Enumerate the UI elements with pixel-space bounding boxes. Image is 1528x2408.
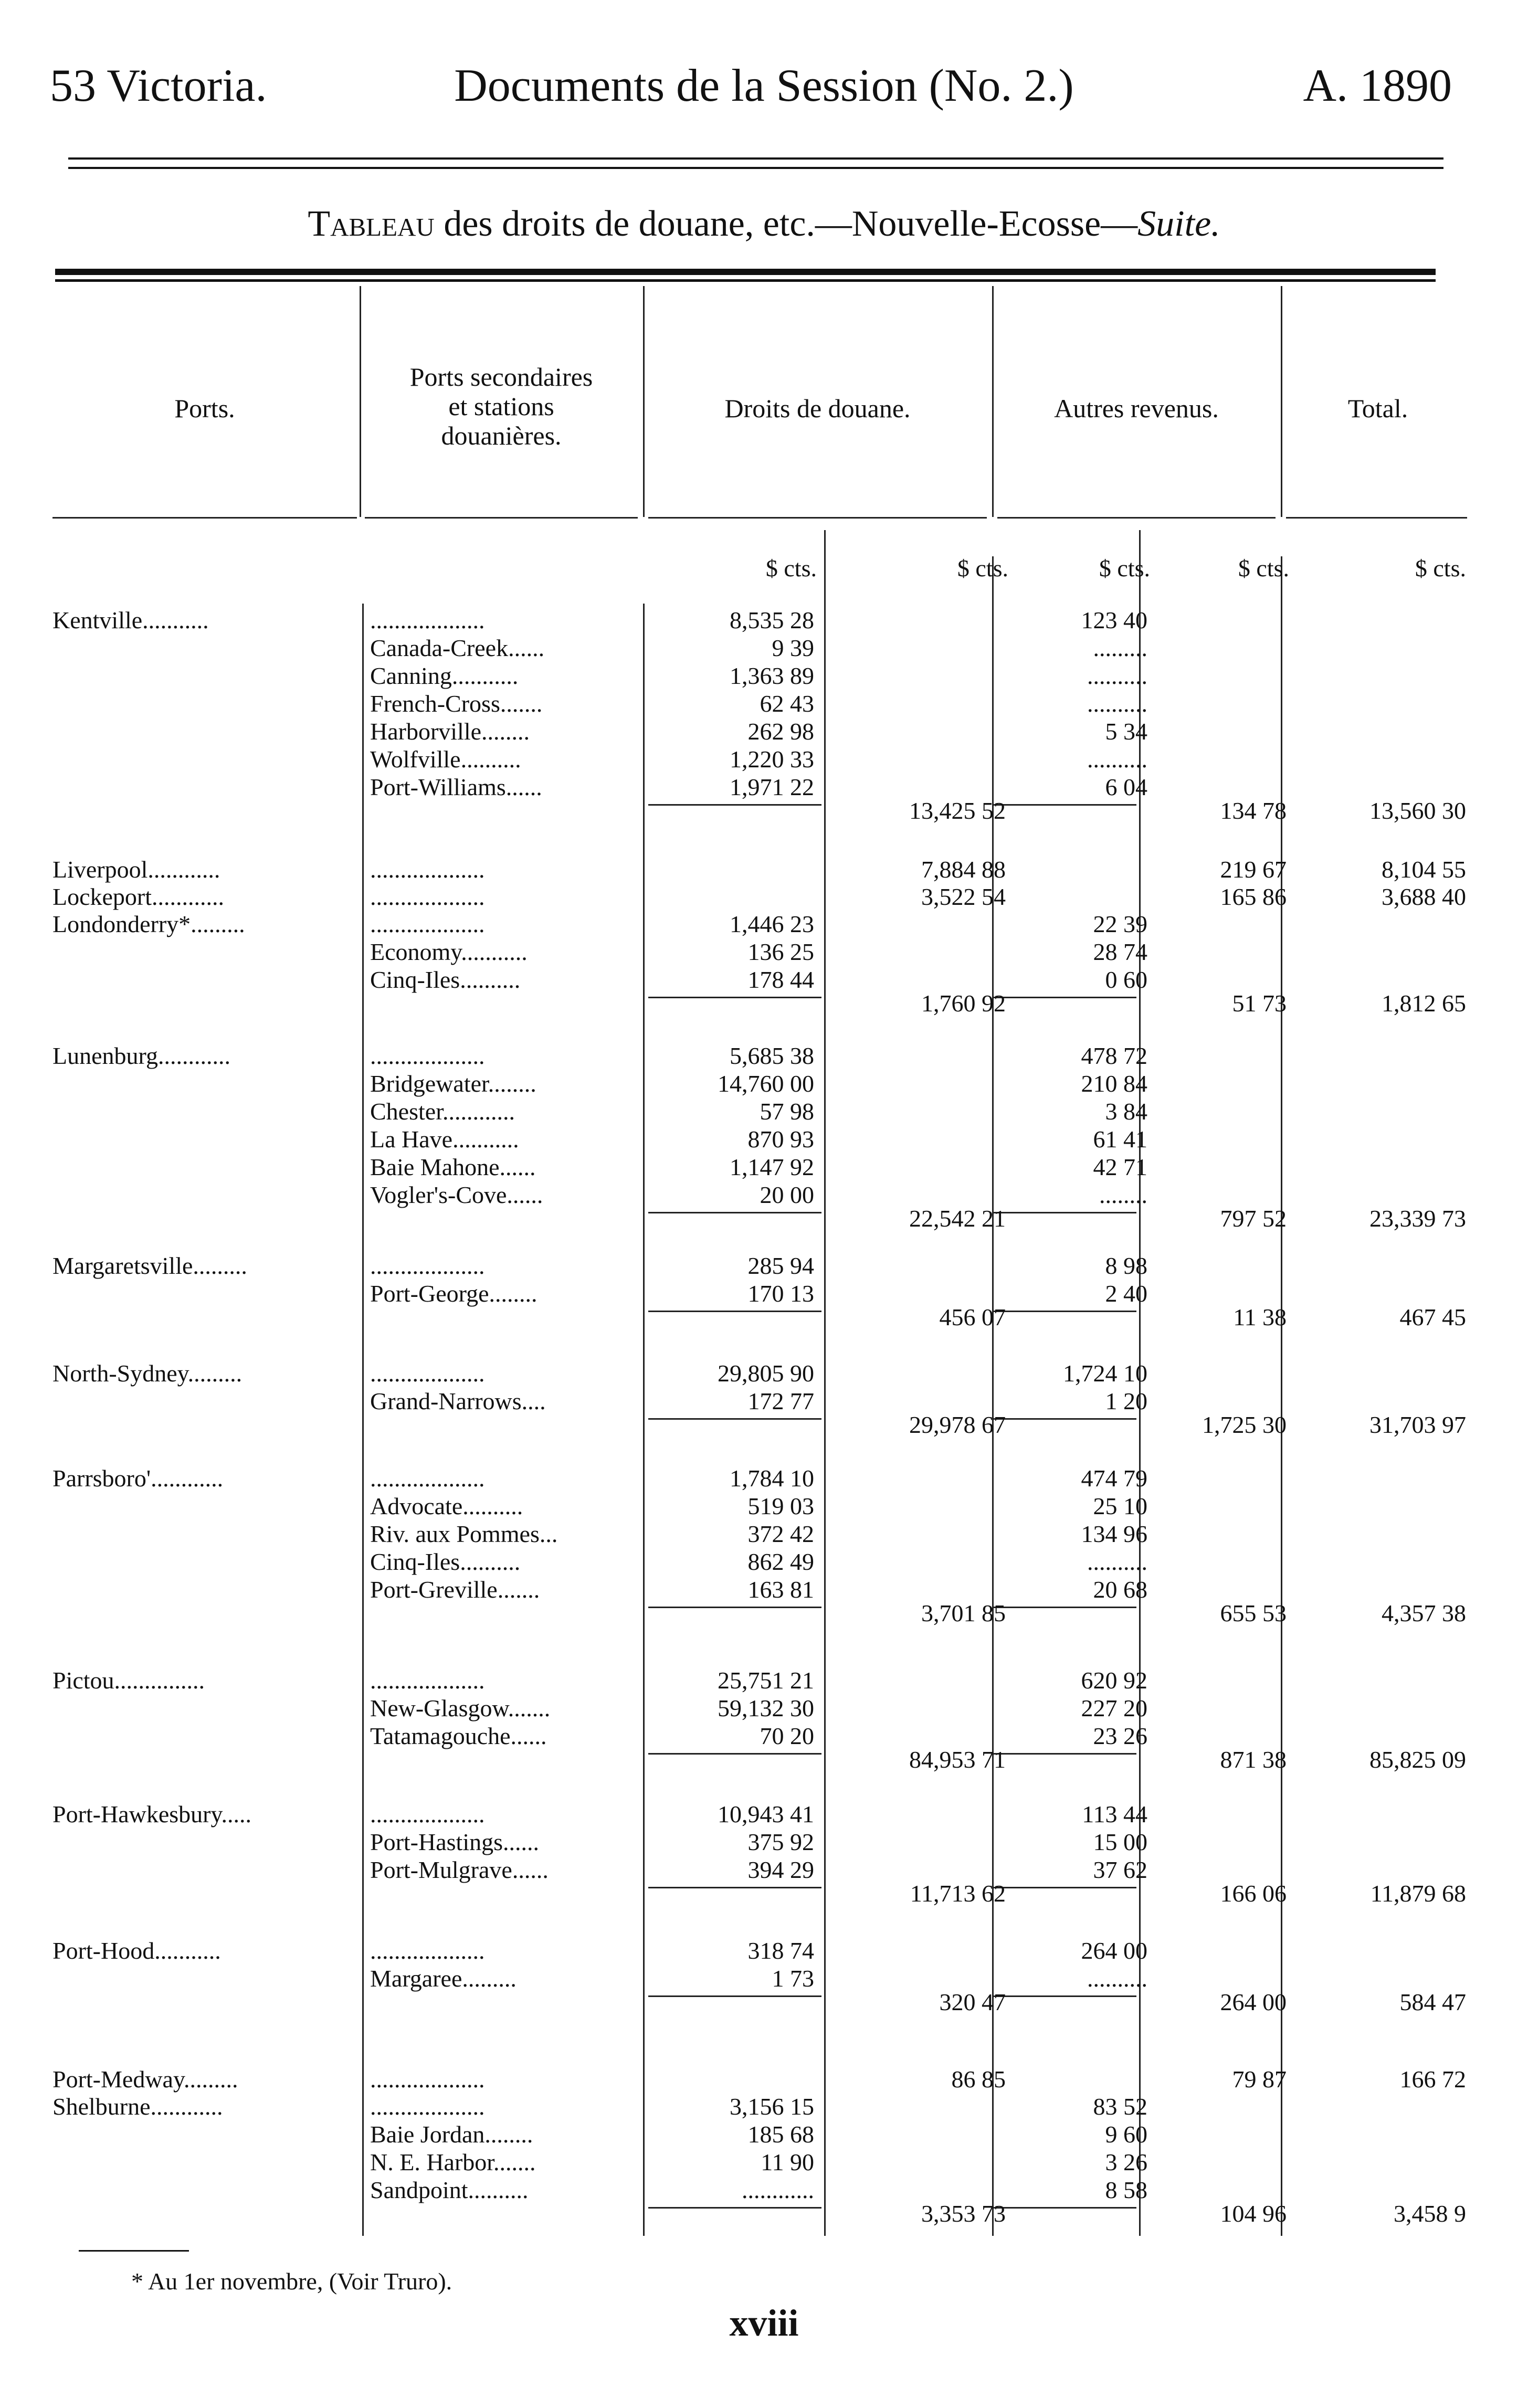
table-title-lead: Tableau [308,204,435,244]
unit-label: $ cts. [1099,555,1150,582]
amount-c1: 11 90 [761,2149,814,2175]
amount-c3: 22 39 [1093,911,1147,937]
secondary-station: ................... [370,607,485,633]
amount-c3: 227 20 [1081,1695,1147,1721]
header-rule-bottom [68,167,1443,169]
table-row [0,2093,1528,2120]
amount-c3: 1,724 10 [1063,1360,1147,1387]
amount-c3: 8 58 [1105,2177,1147,2203]
amount-c1: 394 29 [747,1856,814,1883]
amount-c1: 1,147 92 [730,1154,814,1180]
table-row [0,2120,1528,2148]
secondary-station: ................... [370,883,485,910]
subtotal-row [0,989,1528,1017]
table-row [0,1828,1528,1856]
subtotal-c5: 31,703 97 [1369,1411,1466,1438]
secondary-station: Sandpoint.......... [370,2177,529,2203]
amount-c2: 86 85 [951,2066,1006,2093]
subtotal-row [0,1303,1528,1331]
amount-c5: 8,104 55 [1382,856,1466,883]
table-row [0,634,1528,662]
amount-c3: 6 04 [1105,774,1147,800]
amount-c1: 375 92 [747,1829,814,1855]
amount-c3: 5 34 [1105,718,1147,745]
amount-c3: 61 41 [1093,1126,1147,1153]
table-row [0,1548,1528,1576]
subtotal-c4: 134 78 [1220,797,1287,824]
col-divider [992,286,994,517]
table-row [0,2065,1528,2093]
secondary-station: ................... [370,856,485,883]
amount-c3: 8 98 [1105,1252,1147,1279]
amount-c3: 134 96 [1081,1520,1147,1547]
secondary-station: ................... [370,1465,485,1492]
subtotal-row [0,1746,1528,1773]
subtotal-c2: 3,353 73 [921,2200,1006,2227]
subtotal-c4: 166 06 [1220,1880,1287,1907]
secondary-station: Port-Williams...... [370,774,542,800]
port-name: North-Sydney......... [52,1360,243,1387]
secondary-station: Port-Hastings...... [370,1829,539,1855]
amount-c3: 3 84 [1105,1098,1147,1125]
secondary-station: Economy........... [370,938,528,965]
secondary-station: Grand-Narrows.... [370,1388,546,1414]
secondary-station: ................... [370,1937,485,1964]
table-row [0,910,1528,938]
secondary-station: Margaree......... [370,1965,517,1992]
secondary-station: Bridgewater........ [370,1070,536,1097]
secondary-station: Port-Greville....... [370,1576,540,1603]
port-name: Port-Hood........... [52,1937,221,1964]
amount-c3: 478 72 [1081,1042,1147,1069]
amount-c3: 23 26 [1093,1723,1147,1749]
subtotal-c5: 85,825 09 [1369,1746,1466,1773]
subtotal-c2: 1,760 92 [921,990,1006,1017]
subtotal-c4: 871 38 [1220,1746,1287,1773]
footnote: * Au 1er novembre, (Voir Truro). [131,2268,452,2295]
amount-c1: 1,220 33 [730,746,814,773]
secondary-station: ................... [370,1252,485,1279]
table-title-tail: Suite. [1137,204,1220,244]
table-row [0,1464,1528,1492]
table-row [0,1666,1528,1694]
subtotal-c4: 797 52 [1220,1205,1287,1232]
amount-c4: 165 86 [1220,883,1287,910]
amount-c3: 210 84 [1081,1070,1147,1097]
subtotal-c2: 320 47 [939,1989,1006,2015]
subtotal-row [0,1411,1528,1439]
subtotal-c4: 104 96 [1220,2200,1287,2227]
amount-c1: 14,760 00 [718,1070,814,1097]
amount-c3: 20 68 [1093,1576,1147,1603]
subtotal-c5: 1,812 65 [1382,990,1466,1017]
amount-c1: 862 49 [747,1548,814,1575]
amount-c1: 262 98 [747,718,814,745]
secondary-station: ................... [370,2066,485,2093]
amount-c2: 7,884 88 [921,856,1006,883]
subtotal-row [0,2200,1528,2227]
amount-c4: 79 87 [1232,2066,1287,2093]
col-divider [1281,286,1282,517]
port-name: Lockeport............ [52,883,225,910]
subtotal-c2: 456 07 [939,1304,1006,1330]
unit-label: $ cts. [1415,555,1466,582]
amount-c3: ........ [1099,1181,1147,1208]
amount-c3: 620 92 [1081,1667,1147,1694]
table-row [0,717,1528,745]
subtotal-row [0,1988,1528,2016]
subtotal-c2: 84,953 71 [909,1746,1006,1773]
port-name: Lunenburg............ [52,1042,231,1069]
port-name: Margaretsville......... [52,1252,247,1279]
secondary-station: French-Cross....... [370,690,543,717]
amount-c3: 123 40 [1081,607,1147,633]
amount-c1: 1,363 89 [730,662,814,689]
subtotal-c4: 1,725 30 [1202,1411,1287,1438]
amount-c5: 166 72 [1399,2066,1466,2093]
unit-label: $ cts. [1238,555,1289,582]
table-row [0,662,1528,690]
amount-c3: 0 60 [1105,966,1147,993]
table-row [0,1125,1528,1153]
subtotal-c2: 11,713 62 [910,1880,1006,1907]
amount-c3: 2 40 [1105,1280,1147,1307]
amount-c3: .......... [1087,1965,1147,1992]
secondary-station: Chester............ [370,1098,515,1125]
secondary-station: ................... [370,1801,485,1828]
port-name: Kentville........... [52,607,209,633]
amount-c3: 25 10 [1093,1493,1147,1519]
table-row [0,856,1528,883]
amount-c1: 172 77 [747,1388,814,1414]
col-divider [643,286,645,517]
subtotal-c5: 23,339 73 [1369,1205,1466,1232]
table-row [0,1937,1528,1965]
secondary-station: Port-George........ [370,1280,538,1307]
document-title: Documents de la Session (No. 2.) [454,60,1074,111]
subtotal-row [0,1599,1528,1627]
header-rule-top [68,157,1443,160]
secondary-station: ................... [370,911,485,937]
table-row [0,1042,1528,1070]
table-row [0,690,1528,717]
title-rule-thin [55,279,1436,282]
subtotal-c2: 3,701 85 [921,1600,1006,1627]
amount-c1: 372 42 [747,1520,814,1547]
col-header-other: Autres revenus. [1054,394,1219,423]
port-name: Port-Hawkesbury..... [52,1801,252,1828]
header-separator [1286,517,1467,519]
secondary-station: Harborville........ [370,718,530,745]
secondary-station: La Have........... [370,1126,519,1153]
port-name: Londonderry*......... [52,911,245,937]
amount-c1: 185 68 [747,2121,814,2148]
subtotal-c5: 467 45 [1399,1304,1466,1330]
amount-c1: 318 74 [747,1937,814,1964]
subtotal-c4: 655 53 [1220,1600,1287,1627]
table-row [0,1492,1528,1520]
amount-c1: 20 00 [760,1181,814,1208]
amount-c1: 1 73 [772,1965,814,1992]
amount-c3: 264 00 [1081,1937,1147,1964]
amount-c3: 15 00 [1093,1829,1147,1855]
secondary-station: Canada-Creek...... [370,635,545,661]
amount-c3: 83 52 [1093,2093,1147,2120]
amount-c3: 1 20 [1105,1388,1147,1414]
amount-c3: .......... [1087,690,1147,717]
table-row [0,1070,1528,1097]
col-header-secondary: Ports secondaires et stations douanières. [409,362,593,450]
amount-c1: 5,685 38 [730,1042,814,1069]
amount-c3: 28 74 [1093,938,1147,965]
table-row [0,1359,1528,1387]
col-header-total: Total. [1347,394,1408,423]
secondary-station: Wolfville.......... [370,746,521,773]
subtotal-c2: 22,542 21 [909,1205,1006,1232]
table-row [0,938,1528,966]
year: A. 1890 [1303,60,1452,111]
secondary-station: Cinq-Iles.......... [370,966,521,993]
secondary-station: Advocate.......... [370,1493,523,1519]
amount-c5: 3,688 40 [1382,883,1466,910]
subtotal-c4: 11 38 [1233,1304,1287,1330]
table-row [0,1520,1528,1548]
amount-c1: 1,784 10 [730,1465,814,1492]
secondary-station: ................... [370,2093,485,2120]
table-row [0,1694,1528,1722]
amount-c4: 219 67 [1220,856,1287,883]
amount-c1: 178 44 [747,966,814,993]
header-separator [52,517,357,519]
amount-c1: 8,535 28 [730,607,814,633]
secondary-station: Tatamagouche...... [370,1723,547,1749]
secondary-station: ................... [370,1042,485,1069]
port-name: Parrsboro'............ [52,1465,224,1492]
subtotal-c5: 13,560 30 [1369,797,1466,824]
amount-c3: 113 44 [1082,1801,1147,1828]
secondary-station: Cinq-Iles.......... [370,1548,521,1575]
footnote-rule [79,2250,189,2252]
amount-c3: 37 62 [1093,1856,1147,1883]
amount-c3: 3 26 [1105,2149,1147,2175]
amount-c1: 70 20 [760,1723,814,1749]
table-title-main: des droits de douane, etc.—Nouvelle-Ecosse— [434,204,1138,244]
secondary-station: Canning........... [370,662,519,689]
subtotal-c4: 51 73 [1232,990,1287,1017]
col-header-customs: Droits de douane. [724,394,911,423]
table-row [0,2148,1528,2176]
title-rule-thick [55,269,1436,275]
port-name: Shelburne............ [52,2093,223,2120]
amount-c3: ......... [1093,635,1147,661]
amount-c3: .......... [1087,746,1147,773]
secondary-station: Baie Mahone...... [370,1154,536,1180]
table-row [0,1153,1528,1181]
amount-c1: 10,943 41 [718,1801,814,1828]
session-volume: 53 Victoria. [50,60,267,111]
amount-c1: 25,751 21 [718,1667,814,1694]
col-header-ports: Ports. [174,394,235,423]
amount-c3: 42 71 [1093,1154,1147,1180]
amount-c3: 9 60 [1105,2121,1147,2148]
amount-c2: 3,522 54 [921,883,1006,910]
subtotal-c2: 29,978 67 [909,1411,1006,1438]
secondary-station: N. E. Harbor....... [370,2149,536,2175]
table-row [0,1252,1528,1280]
unit-label: $ cts. [957,555,1008,582]
amount-c1: 29,805 90 [718,1360,814,1387]
secondary-station: ................... [370,1360,485,1387]
table-row [0,1097,1528,1125]
subtotal-c2: 13,425 52 [909,797,1006,824]
amount-c1: ............ [742,2177,814,2203]
amount-c1: 62 43 [760,690,814,717]
header-separator [648,517,987,519]
secondary-station: New-Glasgow....... [370,1695,551,1721]
secondary-station: Port-Mulgrave...... [370,1856,549,1883]
col-divider [360,286,361,517]
subtotal-row [0,797,1528,825]
header-separator [997,517,1276,519]
amount-c1: 136 25 [747,938,814,965]
subtotal-c5: 3,458 9 [1394,2200,1466,2227]
amount-c1: 9 39 [772,635,814,661]
port-name: Liverpool............ [52,856,220,883]
amount-c3: .......... [1087,662,1147,689]
table-row [0,606,1528,634]
amount-c1: 163 81 [747,1576,814,1603]
table-row [0,745,1528,773]
subtotal-c5: 4,357 38 [1382,1600,1466,1627]
subtotal-c4: 264 00 [1220,1989,1287,2015]
secondary-station: Riv. aux Pommes... [370,1520,558,1547]
page-number: xviii [729,2302,799,2344]
subtotal-row [0,1205,1528,1232]
subtotal-row [0,1879,1528,1907]
amount-c1: 57 98 [760,1098,814,1125]
secondary-station: Baie Jordan........ [370,2121,533,2148]
amount-c3: .......... [1087,1548,1147,1575]
amount-c1: 519 03 [747,1493,814,1519]
unit-label: $ cts. [765,555,817,582]
table-row [0,1800,1528,1828]
secondary-station: Vogler's-Cove...... [370,1181,543,1208]
table-title [0,206,1528,242]
port-name: Pictou............... [52,1667,205,1694]
table-row [0,883,1528,911]
amount-c3: 474 79 [1081,1465,1147,1492]
amount-c1: 170 13 [747,1280,814,1307]
secondary-station: ................... [370,1667,485,1694]
header-separator [365,517,638,519]
amount-c1: 1,971 22 [730,774,814,800]
amount-c1: 1,446 23 [730,911,814,937]
amount-c1: 285 94 [747,1252,814,1279]
subtotal-c5: 11,879 68 [1370,1880,1466,1907]
amount-c1: 59,132 30 [718,1695,814,1721]
amount-c1: 870 93 [747,1126,814,1153]
amount-c1: 3,156 15 [730,2093,814,2120]
subtotal-c5: 584 47 [1399,1989,1466,2015]
port-name: Port-Medway......... [52,2066,238,2093]
